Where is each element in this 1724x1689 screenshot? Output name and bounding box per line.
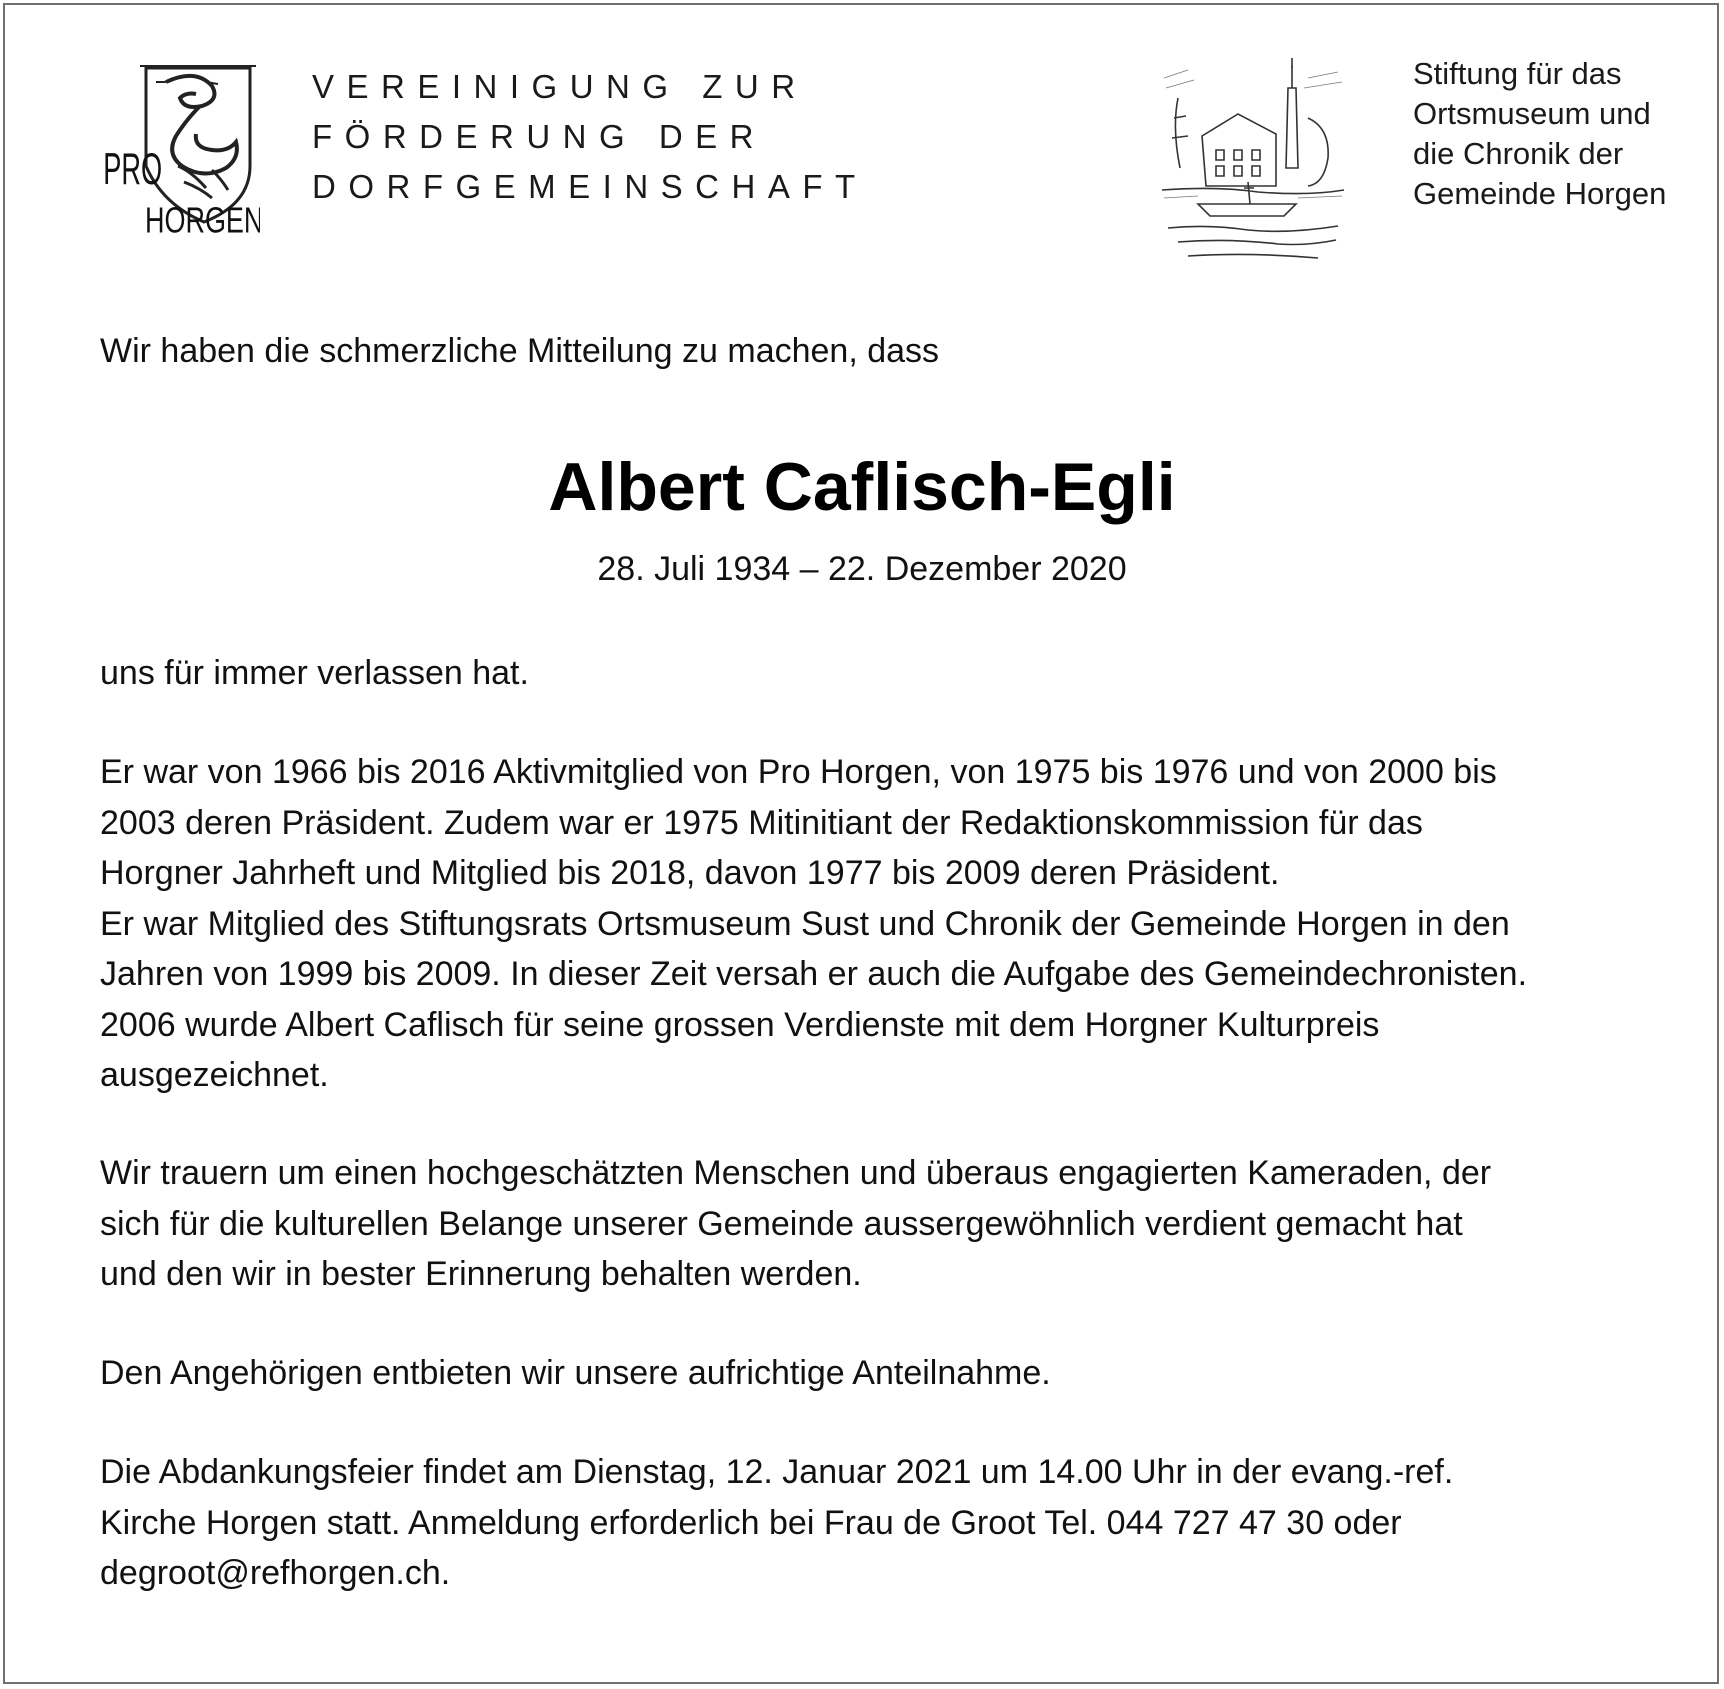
paragraph-line: degroot@refhorgen.ch.: [100, 1554, 451, 1592]
paragraph-line: Wir trauern um einen hochgeschätzten Menschen und überaus engagierten Kameraden, der: [100, 1154, 1492, 1192]
foundation-line: Ortsmuseum und: [1413, 96, 1651, 131]
left-us-line: uns für immer verlassen hat.: [100, 654, 529, 692]
ceremony-paragraph: [100, 1447, 1680, 1599]
pro-horgen-logo: [100, 62, 260, 240]
biography-paragraph: [100, 747, 1680, 1101]
paragraph-line: Den Angehörigen entbieten wir unsere aufrichtige Anteilnahme.: [100, 1354, 1051, 1392]
paragraph-line: Die Abdankungsfeier findet am Dienstag, 12. Januar 2021 um 14.00 Uhr in der evang.-ref.: [100, 1453, 1454, 1491]
foundation-line: Gemeinde Horgen: [1413, 176, 1667, 211]
paragraph-line: Er war Mitglied des Stiftungsrats Ortsmuseum Sust und Chronik der Gemeinde Horgen in den: [100, 904, 1510, 943]
foundation-name: [1413, 54, 1666, 214]
org-line: DORFGEMEINSCHAFT: [312, 168, 868, 205]
org-line: FÖRDERUNG DER: [312, 118, 767, 155]
paragraph-line: ausgezeichnet.: [100, 1056, 329, 1094]
ortsmuseum-sketch-logo: [1158, 58, 1348, 268]
intro-text: [100, 326, 1680, 377]
deceased-name: Albert Caflisch-Egli: [548, 449, 1176, 525]
paragraph-line: sich für die kulturellen Belange unserer Gemeinde aussergewöhnlich verdient gemacht hat: [100, 1204, 1463, 1243]
condolence-paragraph: [100, 1348, 1680, 1399]
paragraph-line: Horgner Jahrheft und Mitglied bis 2018, davon 1977 bis 2009 deren Präsident.: [100, 854, 1280, 892]
logo-text-horgen: HORGEN: [145, 199, 260, 240]
foundation-line: Stiftung für das: [1413, 56, 1622, 91]
paragraph-line: 2003 deren Präsident. Zudem war er 1975 Mitinitiant der Redaktionskommission für das: [100, 803, 1423, 842]
org-line: VEREINIGUNG ZUR: [312, 68, 808, 105]
organisation-name: [312, 62, 868, 212]
church-sketch-icon: [1158, 58, 1348, 268]
swan-shield-icon: [100, 62, 260, 240]
paragraph-line: und den wir in bester Erinnerung behalten werden.: [100, 1255, 862, 1293]
mourning-paragraph: [100, 1148, 1680, 1300]
foundation-line: die Chronik der: [1413, 136, 1624, 171]
paragraph-line: Kirche Horgen statt. Anmeldung erforderlich bei Frau de Groot Tel. 044 727 47 30 oder: [100, 1503, 1402, 1542]
life-dates: 28. Juli 1934 – 22. Dezember 2020: [597, 550, 1127, 588]
paragraph-line: Er war von 1966 bis 2016 Aktivmitglied von Pro Horgen, von 1975 bis 1976 und von 2000 bis: [100, 753, 1497, 791]
paragraph-line: Jahren von 1999 bis 2009. In dieser Zeit versah er auch die Aufgabe des Gemeindechronisten.: [100, 955, 1528, 993]
paragraph-line: 2006 wurde Albert Caflisch für seine grossen Verdienste mit dem Horgner Kulturpreis: [100, 1005, 1380, 1044]
left-us-text: [100, 648, 1680, 699]
logo-text-pro: PRO: [103, 144, 163, 194]
intro-line: Wir haben die schmerzliche Mitteilung zu machen, dass: [100, 332, 940, 370]
